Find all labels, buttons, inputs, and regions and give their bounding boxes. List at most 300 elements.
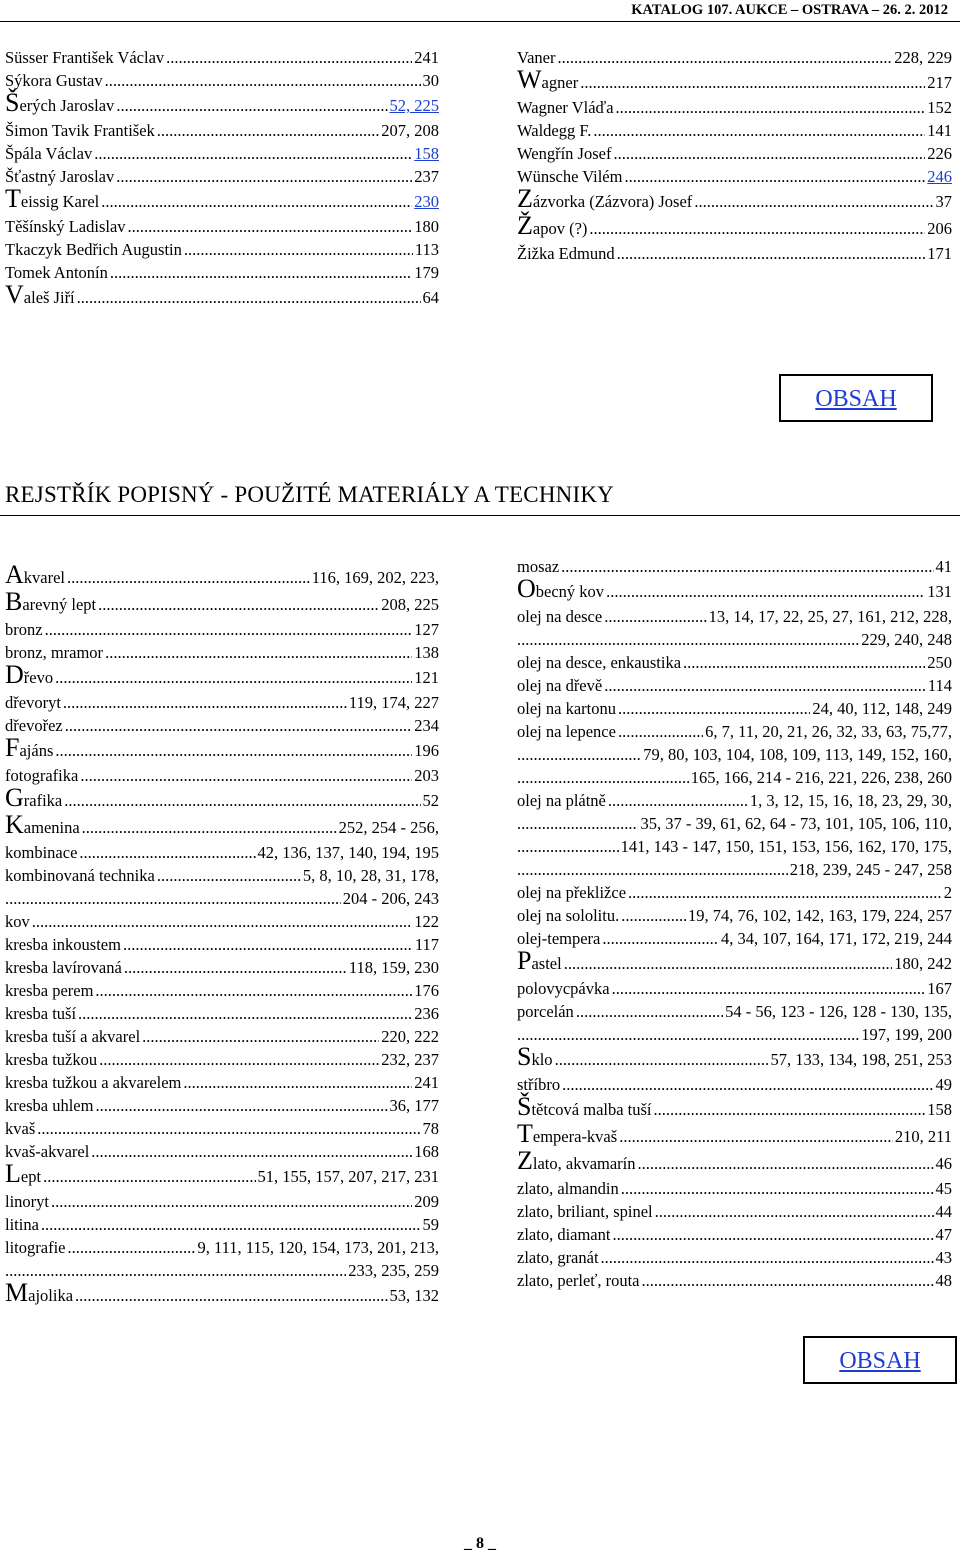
index-entry bbox=[5, 165, 439, 188]
entry-label bbox=[5, 238, 182, 261]
entry-label bbox=[517, 1246, 599, 1269]
dot-leader bbox=[683, 651, 925, 674]
entry-label bbox=[5, 933, 121, 956]
entry-label bbox=[5, 215, 126, 238]
entry-text: zlato, perleť, routa bbox=[517, 1271, 640, 1290]
index-entry bbox=[5, 1094, 439, 1117]
index-entry bbox=[5, 733, 439, 764]
dot-leader bbox=[642, 1269, 934, 1292]
entry-text: Wagner Vláďa bbox=[517, 98, 614, 117]
entry-lot-numbers: 42, 136, 137, 140, 194, 195 bbox=[257, 843, 439, 862]
dot-leader bbox=[621, 904, 686, 927]
index-entry bbox=[5, 69, 439, 92]
entry-lot-numbers: 206 bbox=[927, 219, 952, 238]
index-entry bbox=[5, 910, 439, 933]
entry-initial: F bbox=[5, 733, 20, 762]
entry-initial: G bbox=[5, 783, 24, 812]
dot-leader bbox=[184, 238, 413, 261]
entry-initial: Š bbox=[517, 1092, 532, 1121]
dot-leader bbox=[116, 165, 412, 188]
index-entry bbox=[5, 1117, 439, 1140]
dot-leader bbox=[517, 812, 638, 835]
entry-label bbox=[517, 96, 614, 119]
entry-text: bronz, mramor bbox=[5, 643, 104, 662]
dot-leader bbox=[101, 188, 412, 215]
dot-leader bbox=[78, 1002, 412, 1025]
dot-leader bbox=[613, 142, 925, 165]
entry-initial: S bbox=[517, 1042, 532, 1071]
index-entry bbox=[517, 858, 952, 881]
index-entry bbox=[517, 927, 952, 950]
entry-lot-numbers: 207, 208 bbox=[381, 121, 439, 140]
entry-text: kresba uhlem bbox=[5, 1096, 94, 1115]
entry-text: dřevoryt bbox=[5, 693, 61, 712]
dot-leader bbox=[624, 165, 925, 188]
entry-label bbox=[5, 1190, 49, 1213]
entry-label bbox=[517, 119, 591, 142]
index-entry bbox=[517, 1246, 952, 1269]
dot-leader bbox=[82, 814, 337, 841]
obsah-link-top[interactable]: OBSAH bbox=[779, 374, 933, 422]
entry-lot-numbers: 118, 159, 230 bbox=[348, 958, 439, 977]
entry-label bbox=[5, 88, 115, 119]
index-entry bbox=[5, 1278, 439, 1309]
entry-text: olej na desce, enkaustika bbox=[517, 653, 682, 672]
entry-text: kresba tuší bbox=[5, 1004, 77, 1023]
entry-label bbox=[517, 904, 619, 927]
catalog-header: KATALOG 107. AUKCE – OSTRAVA – 26. 2. 2012 bbox=[631, 2, 948, 18]
entry-text: bronz bbox=[5, 620, 43, 639]
index-entry bbox=[5, 864, 439, 887]
entry-label bbox=[5, 280, 75, 311]
dot-leader bbox=[618, 720, 703, 743]
entry-label bbox=[517, 184, 693, 215]
entry-lot-numbers: 59 bbox=[422, 1215, 439, 1234]
index-entry bbox=[5, 215, 439, 238]
entry-text: apov (?) bbox=[532, 219, 588, 238]
dot-leader bbox=[142, 1025, 379, 1048]
entry-label bbox=[517, 1092, 652, 1123]
entry-text: kresba inkoustem bbox=[5, 935, 121, 954]
entry-lot-numbers: 168 bbox=[414, 1142, 439, 1161]
entry-text: zlato, granát bbox=[517, 1248, 599, 1267]
entry-label bbox=[5, 1002, 76, 1025]
entry-text: tětcová malba tuší bbox=[531, 1100, 652, 1119]
index-entry bbox=[5, 660, 439, 691]
entry-label bbox=[517, 720, 616, 743]
entry-text: litografie bbox=[5, 1238, 66, 1257]
dot-leader bbox=[638, 1150, 934, 1177]
entry-label bbox=[5, 618, 43, 641]
entry-label bbox=[517, 789, 606, 812]
entry-text: kvaš-akvarel bbox=[5, 1142, 90, 1161]
index-entry bbox=[517, 605, 952, 628]
entry-lot-numbers: 121 bbox=[414, 668, 439, 687]
entry-label bbox=[517, 946, 562, 977]
dot-leader bbox=[116, 92, 387, 119]
dot-leader bbox=[517, 858, 788, 881]
entry-text: zlato, almandin bbox=[517, 1179, 619, 1198]
index-entry bbox=[5, 261, 439, 284]
entry-lot-numbers: 51, 155, 157, 207, 217, 231 bbox=[257, 1167, 439, 1186]
index-entry bbox=[5, 238, 439, 261]
entry-text: fotografika bbox=[5, 766, 79, 785]
entry-lot-numbers: 138 bbox=[414, 643, 439, 662]
entry-label bbox=[517, 697, 616, 720]
entry-lot-numbers: 49 bbox=[935, 1075, 952, 1094]
entry-lot-numbers: 209 bbox=[414, 1192, 439, 1211]
entry-lot-numbers: 6, 7, 11, 20, 21, 26, 32, 33, 63, 75,77, bbox=[705, 722, 952, 741]
entry-label bbox=[517, 574, 605, 605]
entry-lot-numbers: 114 bbox=[927, 676, 952, 695]
entry-text: porcelán bbox=[517, 1002, 574, 1021]
entry-text: kvaš bbox=[5, 1119, 36, 1138]
dot-leader bbox=[105, 69, 421, 92]
dot-leader bbox=[555, 1046, 769, 1073]
entry-label bbox=[517, 1269, 640, 1292]
dot-leader bbox=[604, 674, 926, 697]
index-entry bbox=[517, 1146, 952, 1177]
index-entry bbox=[5, 618, 439, 641]
entry-label bbox=[5, 979, 93, 1002]
entry-text: Wengřín Josef bbox=[517, 144, 612, 163]
entry-text: řevo bbox=[23, 668, 54, 687]
index-entry bbox=[517, 1092, 952, 1123]
dot-leader bbox=[99, 1048, 379, 1071]
entry-text: Šimon Tavik František bbox=[5, 121, 155, 140]
entry-lot-numbers: 252, 254 - 256, bbox=[338, 818, 439, 837]
entry-initial: Ž bbox=[517, 211, 533, 240]
entry-label bbox=[517, 1223, 610, 1246]
dot-leader bbox=[128, 215, 413, 238]
entry-lot-numbers: 36, 177 bbox=[389, 1096, 439, 1115]
entry-lot-numbers: 119, 174, 227 bbox=[348, 693, 439, 712]
dot-leader bbox=[64, 787, 420, 814]
entry-lot-numbers: 1, 3, 12, 15, 16, 18, 23, 29, 30, bbox=[749, 791, 952, 810]
lot-link[interactable]: 158 bbox=[414, 144, 439, 163]
entry-label bbox=[517, 651, 681, 674]
dot-leader bbox=[157, 864, 301, 887]
entry-text: kresba perem bbox=[5, 981, 94, 1000]
entry-label bbox=[5, 1278, 74, 1309]
index-entry bbox=[5, 841, 439, 864]
dot-leader bbox=[612, 977, 926, 1000]
obsah-link-bottom[interactable]: OBSAH bbox=[803, 1336, 957, 1384]
index-entry bbox=[5, 1071, 439, 1094]
dot-leader bbox=[157, 119, 379, 142]
index-entry bbox=[5, 887, 439, 910]
entry-text: Wünsche Vilém bbox=[517, 167, 623, 186]
entry-lot-numbers: 226 bbox=[927, 144, 952, 163]
dot-leader bbox=[98, 591, 379, 618]
index-entry bbox=[517, 835, 952, 858]
entry-initial: A bbox=[5, 560, 24, 589]
entry-text: kvarel bbox=[23, 568, 66, 587]
entry-lot-numbers: 45 bbox=[935, 1179, 952, 1198]
section-title: REJSTŘÍK POPISNÝ - POUŽITÉ MATERIÁLY A TECHNIKY bbox=[5, 482, 614, 507]
entry-text: kresba tužkou a akvarelem bbox=[5, 1073, 182, 1092]
dot-leader bbox=[608, 789, 748, 812]
entry-lot-numbers: 54 - 56, 123 - 126, 128 - 130, 135, bbox=[725, 1002, 952, 1021]
entry-text: kov bbox=[5, 912, 30, 931]
entry-text: Tomek Antonín bbox=[5, 263, 108, 282]
section-divider bbox=[0, 515, 960, 516]
entry-lot-numbers: 241 bbox=[414, 48, 439, 67]
entry-label bbox=[517, 242, 615, 265]
index-entry bbox=[5, 783, 439, 814]
dot-leader bbox=[77, 284, 421, 311]
entry-label bbox=[5, 733, 54, 764]
entry-initial: Z bbox=[517, 1146, 533, 1175]
dot-leader bbox=[63, 691, 347, 714]
index-entry bbox=[517, 812, 952, 835]
entry-text: olej na kartonu bbox=[517, 699, 616, 718]
entry-label bbox=[517, 1146, 636, 1177]
entry-label bbox=[517, 1200, 653, 1223]
entry-lot-numbers[interactable] bbox=[927, 165, 952, 188]
dot-leader bbox=[67, 1236, 195, 1259]
dot-leader bbox=[606, 578, 925, 605]
dot-leader bbox=[517, 743, 641, 766]
entry-text: astel bbox=[531, 954, 562, 973]
entry-label bbox=[5, 956, 122, 979]
entry-lot-numbers: 237 bbox=[414, 167, 439, 186]
entry-initial: Š bbox=[5, 88, 20, 117]
entry-text: Špála Václav bbox=[5, 144, 93, 163]
dot-leader bbox=[5, 1259, 346, 1282]
index-entry bbox=[517, 904, 952, 927]
entry-lot-numbers: 176 bbox=[414, 981, 439, 1000]
entry-lot-numbers: 5, 8, 10, 28, 31, 178, bbox=[302, 866, 439, 885]
dot-leader bbox=[580, 69, 925, 96]
dot-leader bbox=[5, 887, 341, 910]
entry-text: olej na sololitu. bbox=[517, 906, 620, 925]
entry-text: rafika bbox=[23, 791, 63, 810]
index-entry bbox=[517, 574, 952, 605]
index-entry bbox=[517, 165, 952, 188]
dot-leader bbox=[561, 555, 933, 578]
dot-leader bbox=[124, 956, 347, 979]
entry-lot-numbers: 53, 132 bbox=[389, 1286, 439, 1305]
entry-text: olej na lepence bbox=[517, 722, 616, 741]
entry-text: ázvorka (Zázvora) Josef bbox=[532, 192, 693, 211]
index-entry bbox=[5, 280, 439, 311]
entry-lot-numbers: 234 bbox=[414, 716, 439, 735]
entry-label bbox=[5, 864, 155, 887]
dot-leader bbox=[576, 1000, 723, 1023]
entry-lot-numbers[interactable] bbox=[390, 92, 440, 119]
entry-initial: B bbox=[5, 587, 23, 616]
entry-text: olej na desce bbox=[517, 607, 603, 626]
entry-label bbox=[5, 1117, 35, 1140]
entry-label bbox=[517, 211, 588, 242]
index-entry bbox=[5, 184, 439, 215]
entry-lot-numbers: 127 bbox=[414, 620, 439, 639]
entry-lot-numbers: 197, 199, 200 bbox=[861, 1025, 952, 1044]
dot-leader bbox=[95, 979, 412, 1002]
entry-label bbox=[5, 587, 97, 618]
entry-text: arevný lept bbox=[22, 595, 97, 614]
dot-leader bbox=[617, 242, 926, 265]
index-entry bbox=[517, 96, 952, 119]
entry-lot-numbers: 43 bbox=[935, 1248, 952, 1267]
materials-index-right bbox=[517, 555, 952, 1292]
lot-link[interactable]: 246 bbox=[927, 167, 952, 186]
dot-leader bbox=[51, 1190, 412, 1213]
entry-label bbox=[5, 1071, 181, 1094]
dot-leader bbox=[110, 261, 412, 284]
entry-label bbox=[5, 69, 103, 92]
entry-text: Těšínský Ladislav bbox=[5, 217, 126, 236]
dot-leader bbox=[517, 628, 859, 651]
entry-lot-numbers: 204 - 206, 243 bbox=[342, 889, 439, 908]
entry-lot-numbers[interactable] bbox=[414, 142, 439, 165]
entry-label bbox=[517, 881, 626, 904]
entry-label bbox=[5, 660, 54, 691]
entry-lot-numbers: 179 bbox=[414, 263, 439, 282]
entry-label bbox=[517, 605, 602, 628]
entry-label bbox=[517, 674, 602, 697]
entry-lot-numbers: 35, 37 - 39, 61, 62, 64 - 73, 101, 105, 106, 110, bbox=[640, 814, 952, 833]
entry-initial: O bbox=[517, 574, 536, 603]
index-entry bbox=[5, 1025, 439, 1048]
dot-leader bbox=[621, 1177, 934, 1200]
entry-lot-numbers: 131 bbox=[927, 582, 952, 601]
entry-lot-numbers: 165, 166, 214 - 216, 221, 226, 238, 260 bbox=[690, 768, 952, 787]
entry-text: Tkaczyk Bedřich Augustin bbox=[5, 240, 182, 259]
entry-text: stříbro bbox=[517, 1075, 561, 1094]
entry-lot-numbers: 41 bbox=[935, 557, 952, 576]
entry-text: Süsser František Václav bbox=[5, 48, 165, 67]
dot-leader bbox=[65, 714, 413, 737]
dot-leader bbox=[43, 1163, 255, 1190]
entry-label bbox=[5, 1236, 65, 1259]
entry-text: Waldegg F. bbox=[517, 121, 592, 140]
entry-label bbox=[5, 165, 114, 188]
entry-text: ept bbox=[20, 1167, 42, 1186]
entry-initial: M bbox=[5, 1278, 29, 1307]
entry-lot-numbers: 116, 169, 202, 223, bbox=[311, 568, 439, 587]
entry-lot-numbers: 64 bbox=[422, 288, 439, 307]
entry-label bbox=[517, 1042, 553, 1073]
dot-leader bbox=[616, 96, 926, 119]
entry-lot-numbers: 78 bbox=[422, 1119, 439, 1138]
entry-text: kombinace bbox=[5, 843, 78, 862]
dot-leader bbox=[517, 835, 619, 858]
index-entry bbox=[517, 789, 952, 812]
entry-text: ajolika bbox=[28, 1286, 74, 1305]
entry-initial: Z bbox=[517, 184, 533, 213]
entry-lot-numbers: 250 bbox=[927, 653, 952, 672]
entry-text: Žižka Edmund bbox=[517, 244, 615, 263]
entry-initial: D bbox=[5, 660, 24, 689]
materials-index-left bbox=[5, 560, 439, 1309]
entry-label bbox=[5, 119, 155, 142]
index-entry bbox=[517, 1200, 952, 1223]
entry-lot-numbers[interactable] bbox=[414, 188, 439, 215]
dot-leader bbox=[79, 841, 255, 864]
entry-text: agner bbox=[541, 73, 579, 92]
entry-label bbox=[5, 810, 80, 841]
index-entry bbox=[5, 1213, 439, 1236]
dot-leader bbox=[183, 1071, 412, 1094]
entry-lot-numbers: 228, 229 bbox=[894, 48, 952, 67]
entry-label bbox=[5, 1094, 93, 1117]
entry-initial: K bbox=[5, 810, 24, 839]
dot-leader bbox=[95, 1094, 387, 1117]
entry-text: olej na dřevě bbox=[517, 676, 603, 695]
index-entry bbox=[5, 691, 439, 714]
entry-lot-numbers: 122 bbox=[414, 912, 439, 931]
lot-link[interactable]: 230 bbox=[414, 192, 439, 211]
index-entry bbox=[517, 674, 952, 697]
authors-index-left bbox=[5, 46, 439, 311]
index-entry bbox=[517, 142, 952, 165]
entry-label bbox=[5, 142, 92, 165]
entry-lot-numbers: 229, 240, 248 bbox=[861, 630, 952, 649]
entry-label bbox=[5, 46, 164, 69]
entry-lot-numbers: 47 bbox=[935, 1225, 952, 1244]
lot-link[interactable]: 52, 225 bbox=[389, 96, 439, 115]
entry-lot-numbers: 180 bbox=[414, 217, 439, 236]
dot-leader bbox=[654, 1096, 926, 1123]
entry-initial: W bbox=[517, 65, 542, 94]
entry-lot-numbers: 44 bbox=[935, 1202, 952, 1221]
entry-text: ajáns bbox=[19, 741, 54, 760]
entry-lot-numbers: 48 bbox=[935, 1271, 952, 1290]
dot-leader bbox=[166, 46, 412, 69]
dot-leader bbox=[80, 764, 412, 787]
index-entry bbox=[5, 1140, 439, 1163]
entry-lot-numbers: 220, 222 bbox=[381, 1027, 439, 1046]
entry-lot-numbers: 203 bbox=[414, 766, 439, 785]
index-entry bbox=[5, 810, 439, 841]
dot-leader bbox=[602, 927, 719, 950]
index-entry bbox=[5, 956, 439, 979]
entry-text: litina bbox=[5, 1215, 39, 1234]
entry-text: olej na překližce bbox=[517, 883, 627, 902]
index-entry bbox=[517, 46, 952, 69]
entry-label bbox=[517, 1000, 574, 1023]
dot-leader bbox=[91, 1140, 412, 1163]
index-entry bbox=[517, 1177, 952, 1200]
dot-leader bbox=[589, 215, 925, 242]
entry-lot-numbers: 208, 225 bbox=[381, 595, 439, 614]
index-entry bbox=[5, 1002, 439, 1025]
entry-lot-numbers: 167 bbox=[927, 979, 952, 998]
entry-text: erých Jaroslav bbox=[19, 96, 115, 115]
entry-text: olej na plátně bbox=[517, 791, 606, 810]
entry-lot-numbers: 46 bbox=[935, 1154, 952, 1173]
index-entry bbox=[517, 555, 952, 578]
entry-initial: V bbox=[5, 280, 24, 309]
entry-lot-numbers: 171 bbox=[927, 244, 952, 263]
entry-text: kresba tuší a akvarel bbox=[5, 1027, 141, 1046]
header-divider bbox=[0, 21, 960, 22]
entry-lot-numbers: 232, 237 bbox=[381, 1050, 439, 1069]
entry-initial: P bbox=[517, 946, 532, 975]
index-entry bbox=[5, 641, 439, 664]
index-entry bbox=[517, 881, 952, 904]
index-entry bbox=[517, 697, 952, 720]
index-entry bbox=[5, 560, 439, 591]
entry-label bbox=[517, 977, 610, 1000]
index-entry bbox=[517, 628, 952, 651]
index-entry bbox=[517, 720, 952, 743]
dot-leader bbox=[564, 950, 893, 977]
entry-lot-numbers: 30 bbox=[422, 71, 439, 90]
index-entry bbox=[5, 587, 439, 618]
